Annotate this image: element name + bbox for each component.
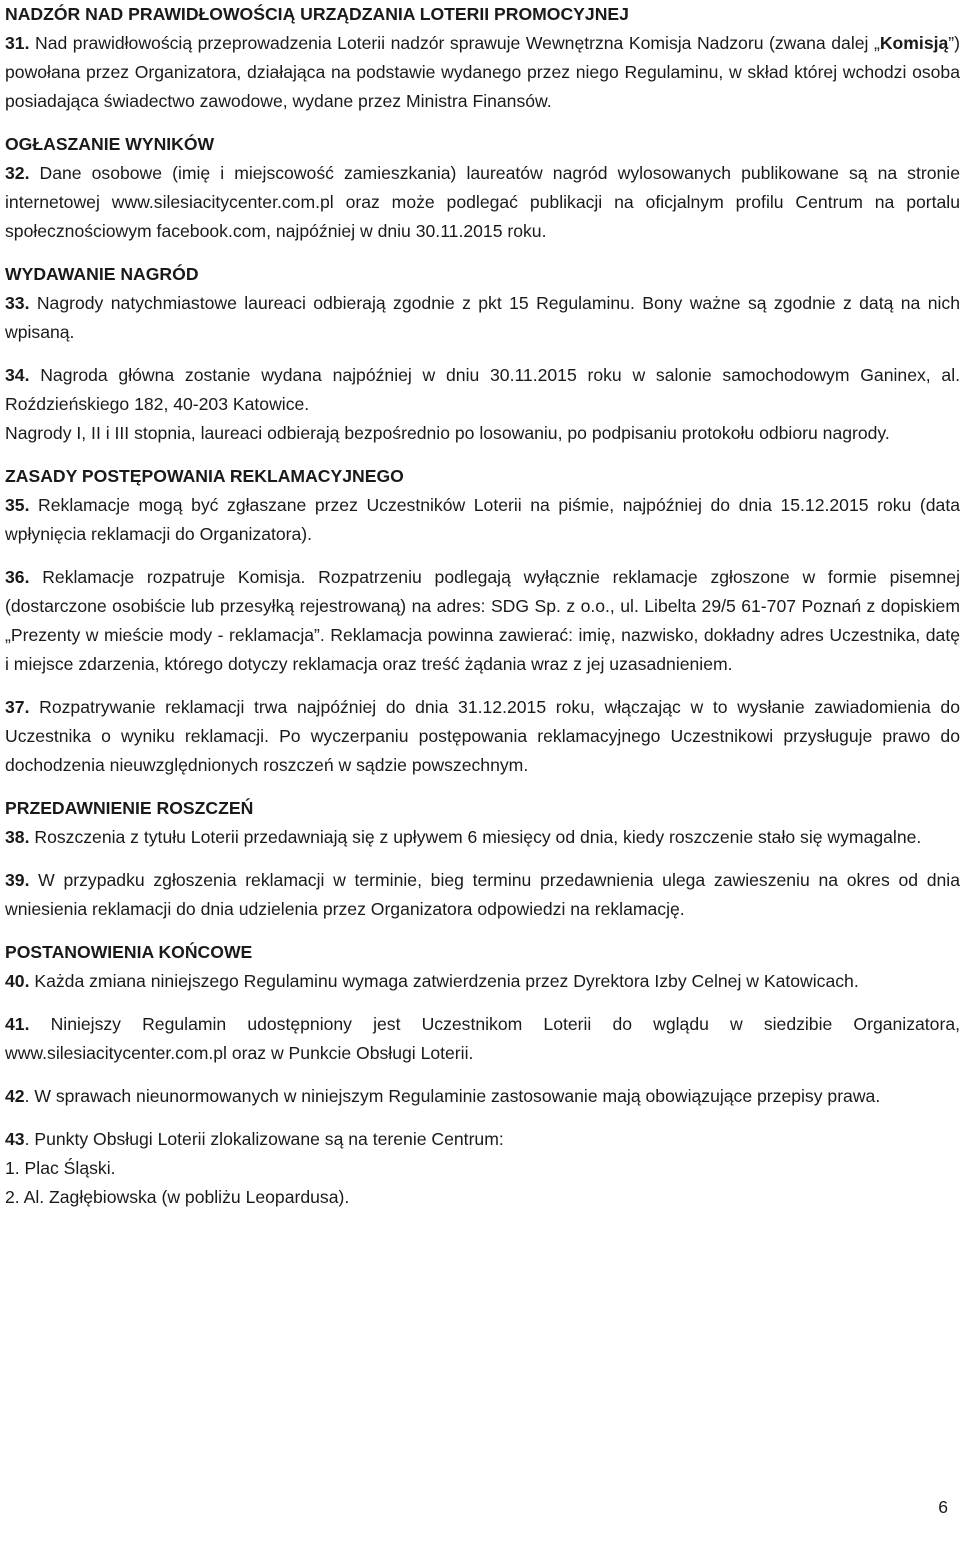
paragraph-37: [5, 693, 960, 780]
list-item: 2. Al. Zagłębiowska (w pobliżu Leopardusa).: [5, 1187, 350, 1207]
paragraph-42: [5, 1082, 960, 1111]
page-number: 6: [938, 1497, 948, 1517]
paragraph-34: [5, 361, 960, 419]
paragraph-number: 36.: [5, 567, 30, 587]
list-item: 1. Plac Śląski.: [5, 1158, 116, 1178]
paragraph-number: 31.: [5, 33, 30, 53]
paragraph-number: 34.: [5, 365, 30, 385]
paragraph-43: [5, 1125, 960, 1154]
paragraph-text: Nagrody natychmiastowe laureaci odbierają zgodnie z pkt 15 Regulaminu. Bony ważne są zgodnie z datą na nich wpisaną.: [5, 293, 960, 342]
paragraph-number: 38.: [5, 827, 30, 847]
paragraph-40: [5, 967, 960, 996]
paragraph-text: ”) powołana przez Organizatora, działająca na podstawie wydanego przez niego Regulaminu, w skład której wchodzi osoba posiadająca świadectwo zawodowe, wydane przez Ministra Finansów.: [5, 33, 960, 111]
paragraph-number: 33.: [5, 293, 30, 313]
paragraph-text: Niniejszy Regulamin udostępniony jest Uczestnikom Loterii do wglądu w siedzibie Organizatora, www.silesiacitycenter.com.pl oraz w Punkcie Obsługi Loterii.: [5, 1014, 960, 1063]
paragraph-39: [5, 866, 960, 924]
paragraph-number: 39.: [5, 870, 30, 890]
paragraph-number: 41.: [5, 1014, 30, 1034]
paragraph-number: 43: [5, 1129, 25, 1149]
section-heading-complaints: ZASADY POSTĘPOWANIA REKLAMACYJNEGO: [5, 466, 404, 486]
paragraph-text: Roszczenia z tytułu Loterii przedawniają się z upływem 6 miesięcy od dnia, kiedy roszczenie stało się wymagalne.: [29, 827, 922, 847]
paragraph-31: [5, 29, 960, 116]
paragraph-34-extra: Nagrody I, II i III stopnia, laureaci odbierają bezpośrednio po losowaniu, po podpisaniu protokołu odbioru nagrody.: [5, 423, 890, 443]
paragraph-text: Każda zmiana niniejszego Regulaminu wymaga zatwierdzenia przez Dyrektora Izby Celnej w Katowicach.: [29, 971, 859, 991]
paragraph-text: Dane osobowe (imię i miejscowość zamieszkania) laureatów nagród wylosowanych publikowane są na stronie internetowej www.silesiacitycenter.com.pl oraz może podlegać publikacji na oficjalnym profilu Centrum na portalu społecznościowym facebook.com, najpóźniej w dniu 30.11.2015 roku.: [5, 163, 960, 241]
paragraph-number: 40.: [5, 971, 30, 991]
paragraph-text: Rozpatrywanie reklamacji trwa najpóźniej do dnia 31.12.2015 roku, włączając w to wysłanie zawiadomienia do Uczestnika o wyniku reklamacji. Po wyczerpaniu postępowania reklamacyjnego Uczestnikowi przysługuje prawo do dochodzenia nieuwzględnionych roszczeń w sądzie powszechnym.: [5, 697, 960, 775]
section-heading-limitation: PRZEDAWNIENIE ROSZCZEŃ: [5, 798, 254, 818]
paragraph-text: Reklamacje rozpatruje Komisja. Rozpatrzeniu podlegają wyłącznie reklamacje zgłoszone w formie pisemnej (dostarczone osobiście lub przesyłką rejestrowaną) na adres: SDG Sp. z o.o., ul. Libelta 29/5 61-707 Poznań z dopiskiem „Prezenty w mieście mody - reklamacja”. Reklamacja powinna zawierać: imię, nazwisko, dokładny adres Uczestnika, datę i miejsce zdarzenia, którego dotyczy reklamacja oraz treść żądania wraz z jej uzasadnieniem.: [5, 567, 960, 674]
section-heading-results: OGŁASZANIE WYNIKÓW: [5, 134, 215, 154]
paragraph-33: [5, 289, 960, 347]
paragraph-text: W przypadku zgłoszenia reklamacji w terminie, bieg terminu przedawnienia ulega zawieszeniu na okres od dnia wniesienia reklamacji do dnia udzielenia przez Organizatora odpowiedzi na reklamację.: [5, 870, 960, 919]
paragraph-number: 35.: [5, 495, 30, 515]
paragraph-text: Nagroda główna zostanie wydana najpóźniej w dniu 30.11.2015 roku w salonie samochodowym Ganinex, al. Roździeńskiego 182, 40-203 Katowice.: [5, 365, 960, 414]
paragraph-41: [5, 1010, 960, 1068]
paragraph-35: [5, 491, 960, 549]
paragraph-32: [5, 159, 960, 246]
document-page: [5, 0, 960, 1212]
section-heading-final: POSTANOWIENIA KOŃCOWE: [5, 942, 253, 962]
section-heading-prizes: WYDAWANIE NAGRÓD: [5, 264, 199, 284]
paragraph-38: [5, 823, 960, 852]
section-heading-supervision: NADZÓR NAD PRAWIDŁOWOŚCIĄ URZĄDZANIA LOTERII PROMOCYJNEJ: [5, 4, 629, 24]
paragraph-text: . Punkty Obsługi Loterii zlokalizowane są na terenie Centrum:: [24, 1129, 504, 1149]
paragraph-number: 32.: [5, 163, 30, 183]
paragraph-text: Nad prawidłowością przeprowadzenia Loterii nadzór sprawuje Wewnętrzna Komisja Nadzoru (zwana dalej „: [29, 33, 880, 53]
paragraph-text: Reklamacje mogą być zgłaszane przez Uczestników Loterii na piśmie, najpóźniej do dnia 15.12.2015 roku (data wpłynięcia reklamacji do Organizatora).: [5, 495, 960, 544]
paragraph-number: 42: [5, 1086, 25, 1106]
paragraph-number: 37.: [5, 697, 30, 717]
paragraph-bold-term: Komisją: [879, 33, 949, 53]
paragraph-text: . W sprawach nieunormowanych w niniejszym Regulaminie zastosowanie mają obowiązujące przepisy prawa.: [24, 1086, 881, 1106]
paragraph-36: [5, 563, 960, 679]
